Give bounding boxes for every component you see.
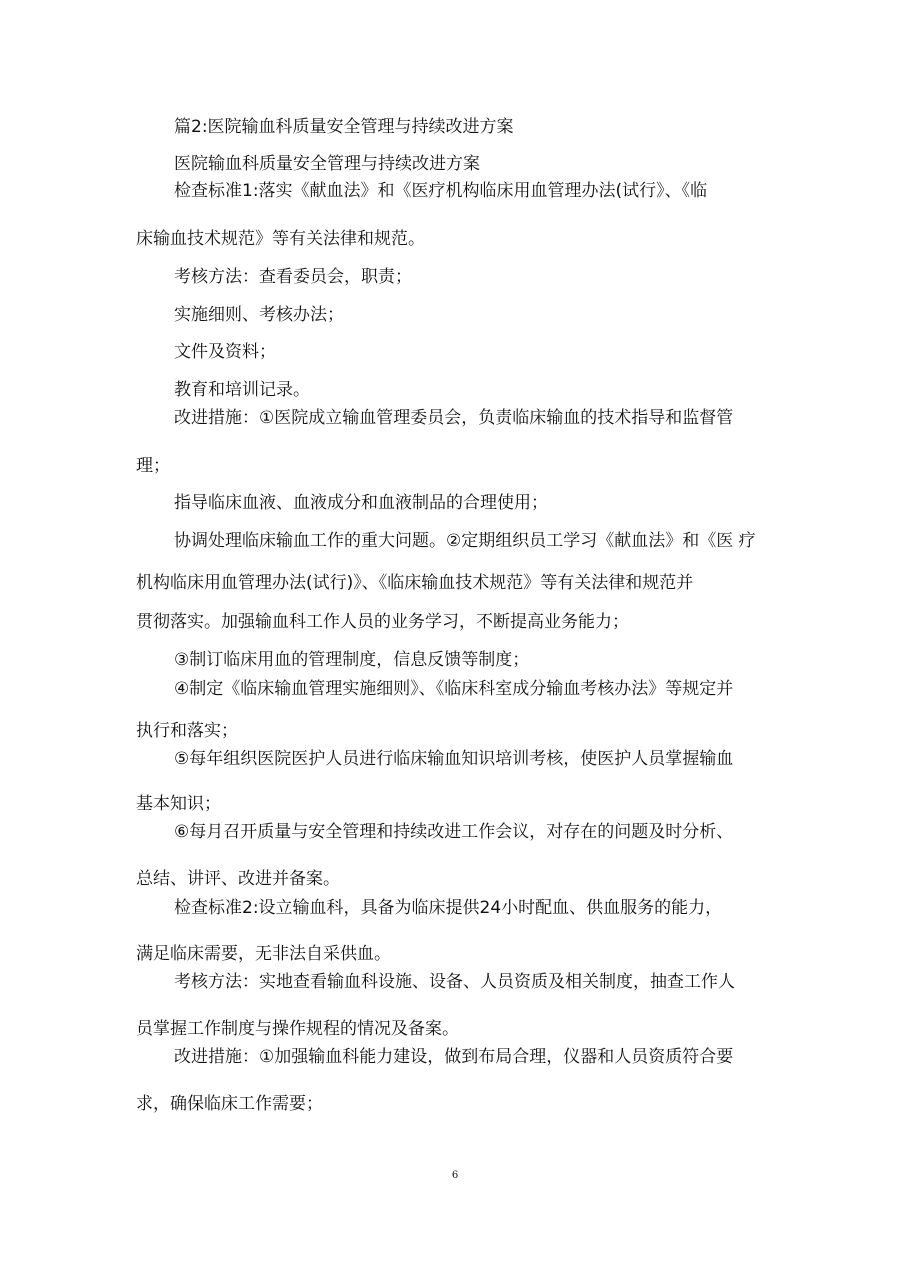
text-line: 教育和培训记录。 <box>174 380 310 400</box>
text-line: 床输血技术规范》等有关法律和规范。 <box>136 229 425 249</box>
text-line: 协调处理临床输血工作的重大问题。②定期组织员工学习《献血法》和《医 疗 <box>174 531 756 551</box>
text-line: ③制订临床用血的管理制度，信息反馈等制度； <box>174 650 530 670</box>
text-line: 员掌握工作制度与操作规程的情况及备案。 <box>136 1019 459 1039</box>
text-line: 执行和落实； <box>136 721 238 741</box>
document-title: 医院输血科质量安全管理与持续改进方案 <box>174 154 480 174</box>
page-number: 6 <box>451 1170 459 1181</box>
text-line: 改进措施：①医院成立输血管理委员会，负责临床输血的技术指导和监督管 <box>174 408 734 428</box>
text-line: ⑤每年组织医院医护人员进行临床输血知识培训考核，使医护人员掌握输血 <box>174 749 734 769</box>
text-line: 检查标准1:落实《献血法》和《医疗机构临床用血管理办法(试行》、《临 <box>174 181 708 201</box>
text-line: 检查标准2:设立输血科，具备为临床提供24小时配血、供血服务的能力， <box>174 898 723 918</box>
text-line: 指导临床血液、血液成分和血液制品的合理使用； <box>174 493 548 513</box>
text-line: 改进措施：①加强输血科能力建设，做到布局合理，仪器和人员资质符合要 <box>174 1047 734 1067</box>
text-line: 实施细则、考核办法； <box>174 305 344 325</box>
text-line: 考核方法：实地查看输血科设施、设备、人员资质及相关制度，抽查工作人 <box>174 972 735 992</box>
section-heading: 篇2:医院输血科质量安全管理与持续改进方案 <box>174 117 514 137</box>
text-line: 满足临床需要，无非法自采供血。 <box>136 944 391 964</box>
text-line: 机构临床用血管理办法(试行)》、《临床输血技术规范》等有关法律和规范并 <box>136 573 694 593</box>
text-line: ④制定《临床输血管理实施细则》、《临床科室成分输血考核办法》等规定并 <box>174 679 734 699</box>
text-line: 文件及资料； <box>174 342 276 362</box>
text-line: 总结、讲评、改进并备案。 <box>136 869 340 889</box>
text-line: 考核方法：查看委员会，职责； <box>174 267 412 287</box>
text-line: 理； <box>136 456 170 476</box>
text-line: 基本知识； <box>136 794 221 814</box>
text-line: 贯彻落实。加强输血科工作人员的业务学习，不断提高业务能力； <box>136 612 629 632</box>
text-line: ⑥每月召开质量与安全管理和持续改进工作会议，对存在的问题及时分析、 <box>174 822 734 842</box>
text-line: 求，确保临床工作需要； <box>136 1094 323 1114</box>
